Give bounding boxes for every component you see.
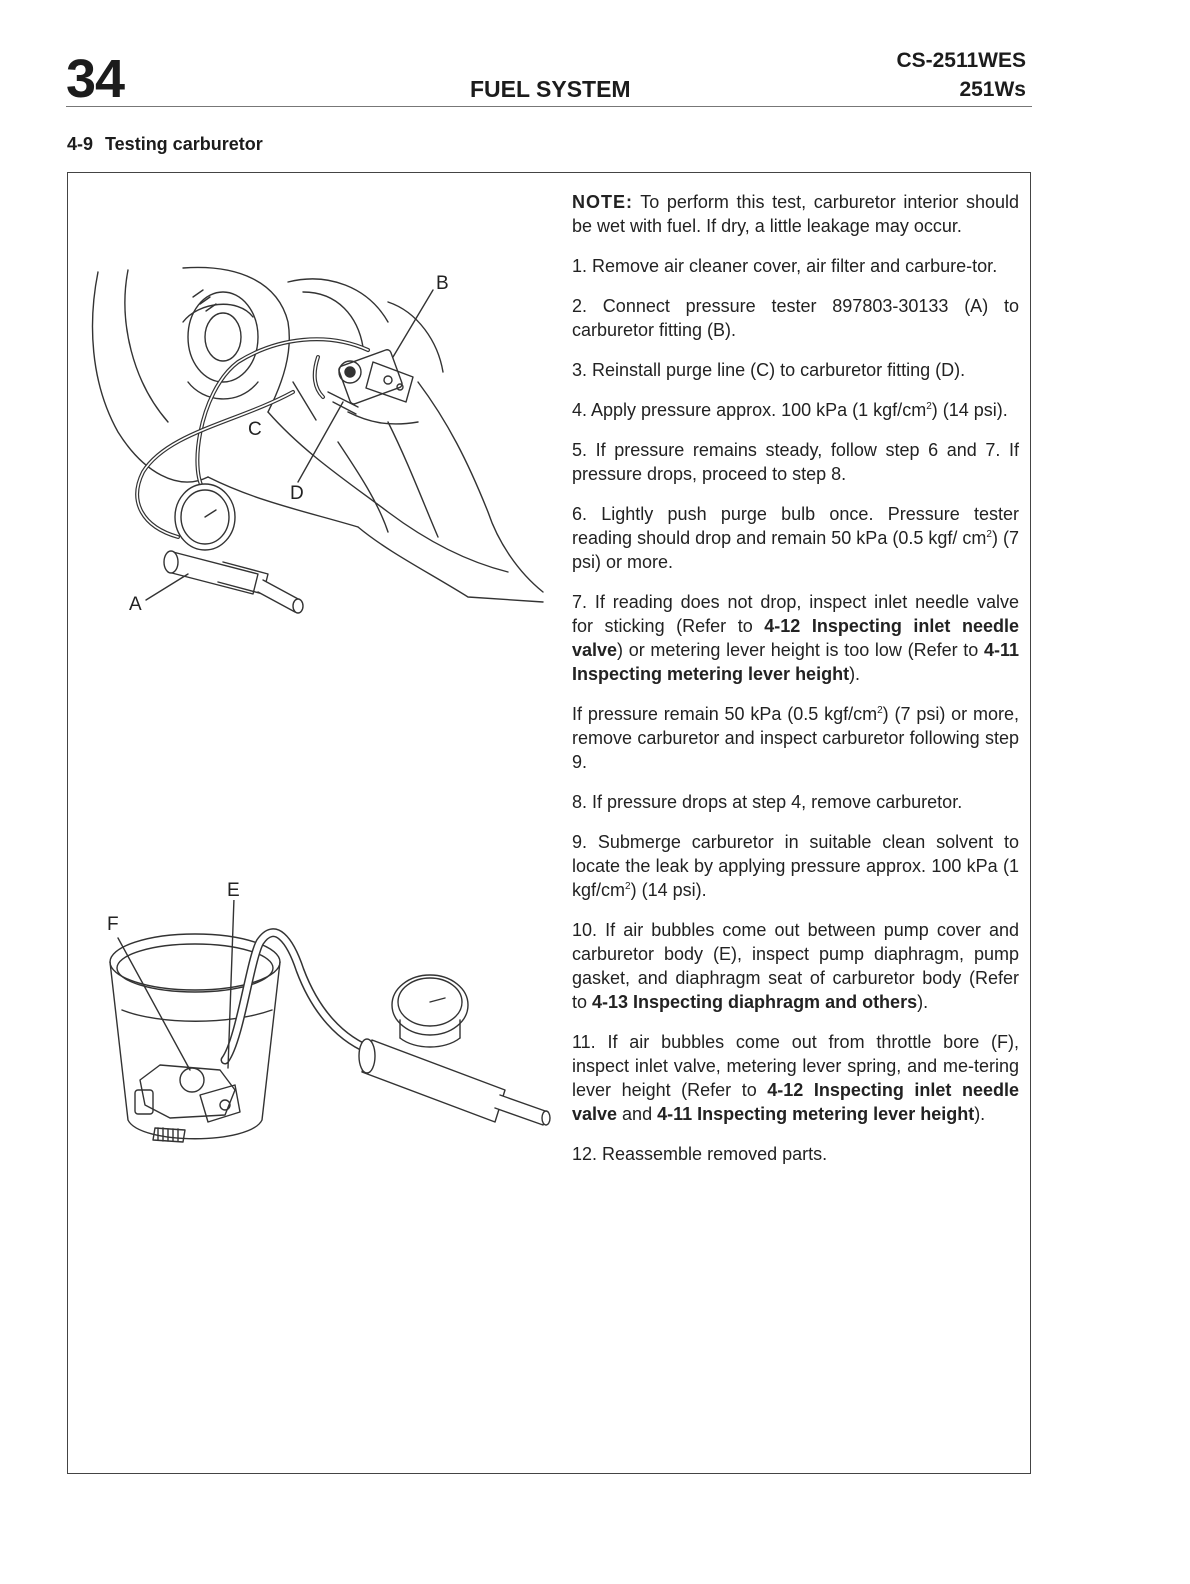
- model-line-1: CS-2511WES: [896, 49, 1026, 72]
- note-label: NOTE:: [572, 192, 633, 212]
- solvent-container-illustration: [100, 900, 560, 1180]
- callout-f: F: [107, 914, 119, 935]
- step-10-text: 10. If air bubbles come out between pump cover and carburetor body (E), inspect pump diaphragm, pump gasket, and diaphragm seat of carburetor body (Refer to: [572, 920, 1019, 1012]
- followup-text-end: ) (7 psi) or more, remove carburetor and inspect carburetor following step 9.: [572, 704, 1019, 772]
- note-text: To perform this test, carburetor interior should be wet with fuel. If dry, a little leakage may occur.: [572, 192, 1019, 236]
- model-block: [896, 46, 1026, 104]
- step-1: 1. Remove air cleaner cover, air filter and carbure-tor.: [572, 256, 998, 276]
- step-11-text: 11. If air bubbles come out from throttle bore (F), inspect inlet valve, metering lever spring, and me-tering lever height (Refer to: [572, 1032, 1019, 1100]
- step-5: 5. If pressure remains steady, follow step 6 and 7. If pressure drops, proceed to step 8.: [572, 440, 1019, 484]
- superscript: 2: [877, 705, 883, 716]
- note-paragraph: [572, 190, 1019, 238]
- callout-d: D: [290, 483, 304, 504]
- step-4-text-end: ) (14 psi).: [931, 400, 1008, 420]
- callout-e: E: [227, 880, 240, 901]
- step-9: [572, 830, 1019, 902]
- step-6-text-end: ) (7 psi) or more.: [572, 528, 1019, 572]
- step-11-text-end: ).: [974, 1104, 986, 1124]
- step-9-text-end: ) (14 psi).: [630, 880, 707, 900]
- step-3: 3. Reinstall purge line (C) to carburetor fitting (D).: [572, 360, 966, 380]
- subsection-title: Testing carburetor: [105, 134, 263, 154]
- step-7-text: 7. If reading does not drop, inspect inlet needle valve for sticking (Refer to: [572, 592, 1019, 636]
- step-10: [572, 918, 1019, 1014]
- section-title: FUEL SYSTEM: [470, 76, 631, 102]
- step-7-text-end: ).: [849, 664, 861, 684]
- step-7: [572, 590, 1019, 686]
- superscript: 2: [625, 881, 631, 892]
- step-7-followup: [572, 702, 1019, 774]
- figure-pressure-tester-connection: [88, 262, 558, 632]
- superscript: 2: [986, 529, 992, 540]
- step-11: [572, 1030, 1019, 1126]
- callout-b: B: [436, 273, 449, 294]
- cross-reference: 4-11 Inspecting metering lever height: [572, 640, 1019, 684]
- callout-c: C: [248, 419, 262, 440]
- step-11-text-mid: and: [617, 1104, 658, 1124]
- step-12: 12. Reassemble removed parts.: [572, 1144, 828, 1164]
- callout-a: A: [129, 594, 142, 615]
- step-6-text: 6. Lightly push purge bulb once. Pressure tester reading should drop and remain 50 kPa (0.5 kgf/ cm: [572, 504, 1019, 548]
- step-7-text-mid: ) or metering lever height is too low (Refer to: [617, 640, 984, 660]
- step-9-text: 9. Submerge carburetor in suitable clean solvent to locate the leak by applying pressure approx. 100 kPa (1 kgf/cm: [572, 832, 1019, 900]
- figure-submerged-carburetor: [100, 900, 560, 1180]
- model-line-2: 251Ws: [959, 78, 1026, 101]
- step-4-text: 4. Apply pressure approx. 100 kPa (1 kgf/cm: [572, 400, 927, 420]
- step-2: 2. Connect pressure tester 897803-30133 (A) to carburetor fitting (B).: [572, 296, 1019, 340]
- cross-reference: 4-12 Inspecting inlet needle valve: [572, 1080, 1019, 1124]
- superscript: 2: [926, 401, 932, 412]
- step-4: [572, 398, 1019, 422]
- subsection-number: 4-9: [67, 134, 94, 154]
- followup-text: If pressure remain 50 kPa (0.5 kgf/cm: [572, 704, 878, 724]
- instructions-column: [572, 190, 1019, 1182]
- step-6: [572, 502, 1019, 574]
- step-8: 8. If pressure drops at step 4, remove carburetor.: [572, 792, 963, 812]
- cross-reference: 4-13 Inspecting diaphragm and others: [592, 992, 918, 1012]
- header-rule: [66, 106, 1032, 107]
- page-number: 34: [66, 49, 125, 109]
- subsection-heading: [67, 134, 263, 155]
- cross-reference: 4-11 Inspecting metering lever height: [657, 1104, 975, 1124]
- chainsaw-illustration: [88, 262, 558, 632]
- cross-reference: 4-12 Inspecting inlet needle valve: [572, 616, 1019, 660]
- step-10-text-end: ).: [917, 992, 929, 1012]
